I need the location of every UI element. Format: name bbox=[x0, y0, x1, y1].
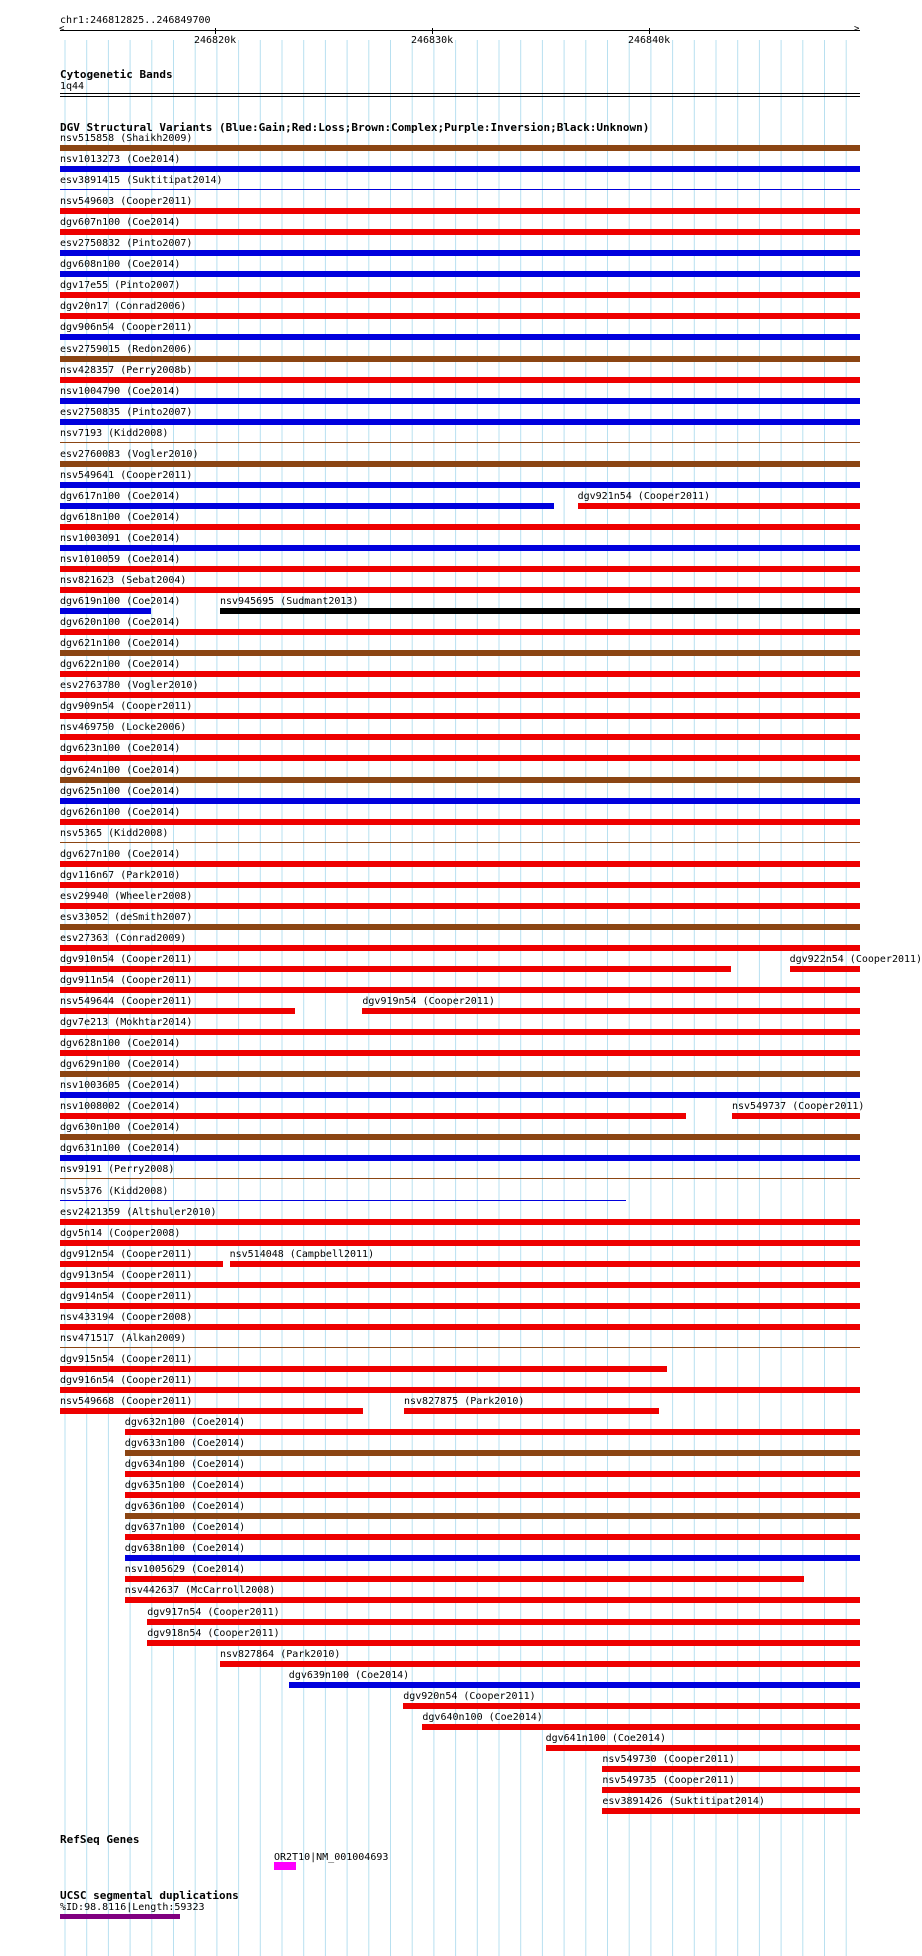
variant-label[interactable]: esv2763780 (Vogler2010) bbox=[60, 680, 199, 692]
variant-label[interactable]: dgv607n100 (Coe2014) bbox=[60, 217, 181, 229]
variant-label[interactable]: esv27363 (Conrad2009) bbox=[60, 932, 187, 944]
variant-bar[interactable] bbox=[602, 1808, 860, 1814]
variant-bar[interactable] bbox=[60, 819, 860, 825]
variant-label[interactable]: dgv641n100 (Coe2014) bbox=[545, 1732, 667, 1744]
variant-label[interactable]: dgv633n100 (Coe2014) bbox=[124, 1438, 246, 1450]
cytoband-label: 1q44 bbox=[60, 81, 85, 92]
variant-label[interactable]: dgv637n100 (Coe2014) bbox=[124, 1522, 246, 1534]
variant-label[interactable]: dgv914n54 (Cooper2011) bbox=[60, 1290, 193, 1302]
variant-label[interactable]: dgv623n100 (Coe2014) bbox=[60, 743, 181, 755]
variant-bar[interactable] bbox=[60, 1366, 667, 1372]
variant-bar[interactable] bbox=[60, 798, 860, 804]
variant-label[interactable]: dgv919n54 (Cooper2011) bbox=[362, 996, 495, 1008]
variant-bar[interactable] bbox=[60, 842, 860, 843]
ruler-axis bbox=[60, 30, 860, 31]
variant-label[interactable]: esv3891415 (Suktitipat2014) bbox=[60, 175, 223, 187]
variant-bar[interactable] bbox=[289, 1682, 860, 1688]
variant-label[interactable]: nsv7193 (Kidd2008) bbox=[60, 427, 169, 439]
variant-label[interactable]: dgv618n100 (Coe2014) bbox=[60, 511, 181, 523]
variant-bar[interactable] bbox=[60, 229, 860, 235]
variant-label[interactable]: dgv608n100 (Coe2014) bbox=[60, 259, 181, 271]
variant-bar[interactable] bbox=[60, 1408, 363, 1414]
variant-label[interactable]: dgv911n54 (Cooper2011) bbox=[60, 975, 193, 986]
variant-bar[interactable] bbox=[60, 966, 731, 972]
variant-bar[interactable] bbox=[125, 1534, 860, 1540]
variant-label[interactable]: dgv626n100 (Coe2014) bbox=[60, 806, 181, 818]
variant-label[interactable]: nsv5376 (Kidd2008) bbox=[60, 1185, 169, 1197]
refseq-track-title: RefSeq Genes bbox=[60, 1833, 140, 1846]
variant-label[interactable]: dgv912n54 (Cooper2011) bbox=[60, 1248, 193, 1260]
variant-label[interactable]: dgv627n100 (Coe2014) bbox=[60, 848, 181, 860]
variant-label[interactable]: dgv915n54 (Cooper2011) bbox=[60, 1353, 193, 1365]
variant-bar[interactable] bbox=[60, 1303, 860, 1309]
variant-bar[interactable] bbox=[125, 1513, 860, 1519]
variant-label[interactable]: dgv639n100 (Coe2014) bbox=[288, 1669, 410, 1681]
variant-bar[interactable] bbox=[403, 1703, 860, 1709]
variant-bar[interactable] bbox=[60, 1261, 223, 1267]
dgv-track-title: DGV Structural Variants (Blue:Gain;Red:Loss;Brown:Complex;Purple:Inversion;Black:Unknown) bbox=[60, 121, 650, 134]
cytoband-line bbox=[60, 96, 860, 97]
variant-label[interactable]: dgv906n54 (Cooper2011) bbox=[60, 322, 193, 334]
variant-label[interactable]: nsv549737 (Cooper2011) bbox=[732, 1101, 865, 1113]
ruler-tick-label: 246820k bbox=[194, 35, 237, 46]
ruler-tick bbox=[432, 28, 433, 34]
variant-bar[interactable] bbox=[60, 608, 151, 614]
variant-label[interactable]: dgv635n100 (Coe2014) bbox=[124, 1480, 246, 1492]
variant-label[interactable]: dgv917n54 (Cooper2011) bbox=[147, 1606, 280, 1618]
variant-label[interactable]: nsv1008002 (Coe2014) bbox=[60, 1101, 181, 1113]
variant-bar[interactable] bbox=[60, 482, 860, 488]
variant-label[interactable]: nsv549668 (Cooper2011) bbox=[60, 1396, 193, 1407]
variant-label[interactable]: dgv634n100 (Coe2014) bbox=[124, 1459, 246, 1471]
variant-bar[interactable] bbox=[60, 945, 860, 951]
variant-bar[interactable] bbox=[790, 966, 860, 972]
variant-label[interactable]: dgv631n100 (Coe2014) bbox=[60, 1143, 181, 1155]
ruler-tick-label: 246840k bbox=[628, 35, 671, 46]
variant-label[interactable]: nsv469750 (Locke2006) bbox=[60, 722, 187, 734]
variant-bar[interactable] bbox=[60, 377, 860, 383]
variant-label[interactable]: nsv471517 (Alkan2009) bbox=[60, 1332, 187, 1344]
variant-label[interactable]: nsv549603 (Cooper2011) bbox=[60, 196, 193, 208]
ruler-right-arrow-icon: > bbox=[854, 24, 860, 34]
variant-bar[interactable] bbox=[60, 398, 860, 404]
ruler-tick bbox=[649, 28, 650, 34]
variant-bar[interactable] bbox=[60, 250, 860, 256]
variant-bar[interactable] bbox=[60, 1155, 860, 1161]
variant-label[interactable]: nsv945695 (Sudmant2013) bbox=[220, 596, 359, 608]
variant-label[interactable]: nsv1010059 (Coe2014) bbox=[60, 554, 181, 565]
variant-bar[interactable] bbox=[60, 208, 860, 214]
variant-bar[interactable] bbox=[60, 777, 860, 783]
variant-bar[interactable] bbox=[60, 189, 860, 190]
variant-label[interactable]: nsv9191 (Perry2008) bbox=[60, 1164, 175, 1176]
variant-label[interactable]: dgv920n54 (Cooper2011) bbox=[403, 1690, 536, 1702]
variant-label[interactable]: esv33052 (deSmith2007) bbox=[60, 911, 193, 923]
variant-label[interactable]: nsv442637 (McCarroll2008) bbox=[124, 1585, 276, 1597]
variant-bar[interactable] bbox=[60, 1008, 295, 1014]
variant-bar[interactable] bbox=[60, 442, 860, 443]
variant-label[interactable]: dgv116n67 (Park2010) bbox=[60, 869, 181, 881]
variant-label[interactable]: nsv549641 (Cooper2011) bbox=[60, 469, 193, 481]
variant-bar[interactable] bbox=[60, 524, 860, 530]
variant-bar[interactable] bbox=[60, 1282, 860, 1288]
variant-label[interactable]: nsv827864 (Park2010) bbox=[220, 1648, 341, 1660]
variant-bar[interactable] bbox=[602, 1787, 860, 1793]
variant-bar[interactable] bbox=[60, 671, 860, 677]
variant-label[interactable]: dgv624n100 (Coe2014) bbox=[60, 764, 181, 776]
variant-bar[interactable] bbox=[60, 1347, 860, 1348]
variant-label[interactable]: dgv640n100 (Coe2014) bbox=[422, 1711, 543, 1723]
variant-label[interactable]: dgv632n100 (Coe2014) bbox=[124, 1417, 246, 1429]
ruler-tick bbox=[215, 28, 216, 34]
variant-label[interactable]: dgv916n54 (Cooper2011) bbox=[60, 1374, 193, 1386]
variant-bar[interactable] bbox=[546, 1745, 860, 1751]
variant-bar[interactable] bbox=[60, 1134, 860, 1140]
variant-bar[interactable] bbox=[220, 608, 860, 614]
variant-bar[interactable] bbox=[60, 1029, 860, 1035]
variant-bar[interactable] bbox=[125, 1450, 860, 1456]
segdup-bar[interactable] bbox=[60, 1914, 180, 1919]
variant-label[interactable]: dgv636n100 (Coe2014) bbox=[124, 1501, 246, 1513]
variant-label[interactable]: nsv549644 (Cooper2011) bbox=[60, 996, 193, 1008]
variant-label[interactable]: esv2421359 (Altshuler2010) bbox=[60, 1206, 217, 1218]
variant-bar[interactable] bbox=[60, 650, 860, 656]
variant-bar[interactable] bbox=[125, 1555, 860, 1561]
variant-bar[interactable] bbox=[60, 1219, 860, 1225]
variant-label[interactable]: dgv638n100 (Coe2014) bbox=[124, 1543, 246, 1555]
variant-bar[interactable] bbox=[125, 1576, 804, 1582]
cytoband-title: Cytogenetic Bands bbox=[60, 68, 173, 81]
ruler-left-arrow-icon: < bbox=[59, 24, 65, 34]
variant-bar[interactable] bbox=[362, 1008, 860, 1014]
variant-label[interactable]: esv2750835 (Pinto2007) bbox=[60, 406, 193, 418]
variant-bar[interactable] bbox=[60, 566, 860, 572]
variant-label[interactable]: dgv621n100 (Coe2014) bbox=[60, 638, 181, 650]
segdup-track-title: UCSC segmental duplications bbox=[60, 1889, 239, 1902]
variant-bar[interactable] bbox=[578, 503, 860, 509]
variant-bar[interactable] bbox=[60, 713, 860, 719]
ruler-location: chr1:246812825..246849700 bbox=[60, 15, 211, 26]
variant-label[interactable]: nsv1003091 (Coe2014) bbox=[60, 532, 181, 544]
variant-bar[interactable] bbox=[60, 166, 860, 172]
variant-bar[interactable] bbox=[60, 1324, 860, 1330]
variant-label[interactable]: nsv827875 (Park2010) bbox=[404, 1396, 525, 1407]
variant-bar[interactable] bbox=[602, 1766, 860, 1772]
refseq-gene-label[interactable]: OR2T10|NM_001004693 bbox=[274, 1852, 389, 1863]
variant-label[interactable]: esv3891426 (Suktitipat2014) bbox=[602, 1795, 765, 1807]
variant-bar[interactable] bbox=[404, 1408, 659, 1414]
variant-label[interactable]: dgv620n100 (Coe2014) bbox=[60, 617, 181, 629]
variant-bar[interactable] bbox=[60, 882, 860, 888]
variant-bar[interactable] bbox=[60, 861, 860, 867]
variant-label[interactable]: dgv922n54 (Cooper2011) bbox=[789, 953, 922, 965]
variant-label[interactable]: dgv619n100 (Coe2014) bbox=[60, 596, 181, 608]
variant-bar[interactable] bbox=[732, 1113, 860, 1119]
variant-label[interactable]: dgv625n100 (Coe2014) bbox=[60, 785, 181, 797]
variant-bar[interactable] bbox=[60, 1050, 860, 1056]
variant-label[interactable]: nsv1013273 (Coe2014) bbox=[60, 154, 181, 166]
variant-bar[interactable] bbox=[60, 755, 860, 761]
variant-bar[interactable] bbox=[60, 1387, 860, 1393]
variant-bar[interactable] bbox=[60, 692, 860, 698]
variant-bar[interactable] bbox=[60, 734, 860, 740]
variant-label[interactable]: nsv514048 (Campbell2011) bbox=[229, 1248, 375, 1260]
variant-bar[interactable] bbox=[60, 145, 860, 151]
variant-label[interactable]: dgv20n17 (Conrad2006) bbox=[60, 301, 187, 313]
variant-bar[interactable] bbox=[220, 1661, 860, 1667]
variant-label[interactable]: esv2759015 (Redon2006) bbox=[60, 343, 193, 355]
ruler-tick-label: 246830k bbox=[411, 35, 454, 46]
variant-label[interactable]: nsv515858 (Shaikh2009) bbox=[60, 133, 193, 144]
variant-label[interactable]: dgv918n54 (Cooper2011) bbox=[147, 1627, 280, 1639]
variant-label[interactable]: nsv5365 (Kidd2008) bbox=[60, 827, 169, 839]
variant-bar[interactable] bbox=[60, 419, 860, 425]
variant-label[interactable]: dgv910n54 (Cooper2011) bbox=[60, 953, 193, 965]
variant-bar[interactable] bbox=[60, 271, 860, 277]
variant-bar[interactable] bbox=[60, 545, 860, 551]
variant-bar[interactable] bbox=[60, 1178, 860, 1179]
variant-bar[interactable] bbox=[60, 1240, 860, 1246]
variant-label[interactable]: nsv433194 (Cooper2008) bbox=[60, 1311, 193, 1323]
variant-label[interactable]: nsv549730 (Cooper2011) bbox=[602, 1753, 735, 1765]
variant-label[interactable]: dgv629n100 (Coe2014) bbox=[60, 1059, 181, 1071]
variant-label[interactable]: nsv1003605 (Coe2014) bbox=[60, 1080, 181, 1092]
variant-label[interactable]: esv29940 (Wheeler2008) bbox=[60, 890, 193, 902]
cytoband-line bbox=[60, 93, 860, 94]
variant-label[interactable]: dgv630n100 (Coe2014) bbox=[60, 1122, 181, 1134]
variant-label[interactable]: esv2760083 (Vogler2010) bbox=[60, 448, 199, 460]
variant-bar[interactable] bbox=[60, 924, 860, 930]
variant-bar[interactable] bbox=[60, 903, 860, 909]
variant-bar[interactable] bbox=[147, 1640, 860, 1646]
variant-label[interactable]: nsv1005629 (Coe2014) bbox=[124, 1564, 246, 1576]
variant-label[interactable]: dgv921n54 (Cooper2011) bbox=[577, 490, 711, 502]
variant-bar[interactable] bbox=[125, 1429, 860, 1435]
variant-bar[interactable] bbox=[422, 1724, 860, 1730]
variant-label[interactable]: dgv617n100 (Coe2014) bbox=[60, 490, 181, 502]
variant-bar[interactable] bbox=[60, 292, 860, 298]
variant-label[interactable]: nsv1004790 (Coe2014) bbox=[60, 385, 181, 397]
variant-bar[interactable] bbox=[60, 987, 860, 993]
variant-label[interactable]: nsv821623 (Sebat2004) bbox=[60, 575, 187, 587]
variant-bar[interactable] bbox=[60, 587, 860, 593]
variant-label[interactable]: esv2750832 (Pinto2007) bbox=[60, 238, 193, 250]
variant-bar[interactable] bbox=[60, 1200, 626, 1201]
variant-label[interactable]: dgv5n14 (Cooper2008) bbox=[60, 1227, 181, 1239]
variant-bar[interactable] bbox=[230, 1261, 860, 1267]
variant-label[interactable]: nsv549735 (Cooper2011) bbox=[602, 1774, 735, 1786]
variant-bar[interactable] bbox=[125, 1597, 860, 1603]
variant-label[interactable]: nsv428357 (Perry2008b) bbox=[60, 364, 193, 376]
variant-bar[interactable] bbox=[147, 1619, 860, 1625]
variant-bar[interactable] bbox=[125, 1492, 860, 1498]
variant-label[interactable]: dgv622n100 (Coe2014) bbox=[60, 659, 181, 671]
variant-bar[interactable] bbox=[60, 503, 554, 509]
variant-bar[interactable] bbox=[60, 1071, 860, 1077]
variant-bar[interactable] bbox=[60, 1092, 860, 1098]
variant-bar[interactable] bbox=[60, 1113, 686, 1119]
variant-bar[interactable] bbox=[60, 461, 860, 467]
variant-bar[interactable] bbox=[60, 356, 860, 362]
variant-bar[interactable] bbox=[60, 334, 860, 340]
variant-bar[interactable] bbox=[125, 1471, 860, 1477]
segdup-label[interactable]: %ID:98.8116|Length:59323 bbox=[60, 1902, 205, 1913]
variant-bar[interactable] bbox=[60, 629, 860, 635]
variant-label[interactable]: dgv17e55 (Pinto2007) bbox=[60, 280, 181, 292]
variant-label[interactable]: dgv628n100 (Coe2014) bbox=[60, 1038, 181, 1050]
variant-label[interactable]: dgv913n54 (Cooper2011) bbox=[60, 1269, 193, 1281]
variant-bar[interactable] bbox=[60, 313, 860, 319]
variant-label[interactable]: dgv7e213 (Mokhtar2014) bbox=[60, 1017, 193, 1029]
variant-label[interactable]: dgv909n54 (Cooper2011) bbox=[60, 701, 193, 713]
